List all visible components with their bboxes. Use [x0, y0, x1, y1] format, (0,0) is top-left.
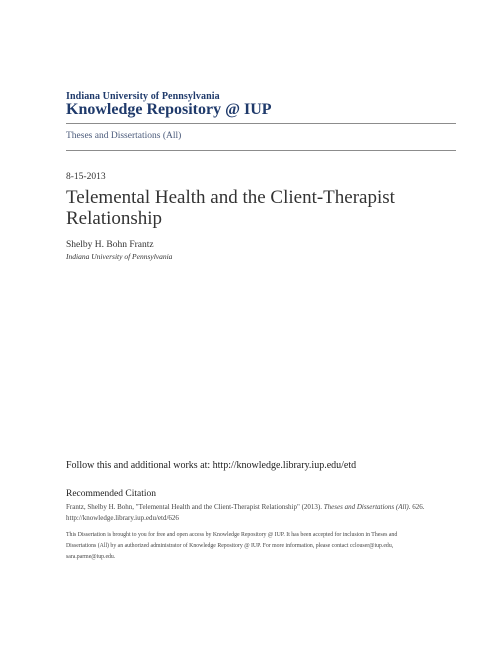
- document-title: [66, 187, 436, 229]
- author-affiliation: Indiana University of Pennsylvania: [66, 252, 173, 261]
- citation-text: [66, 502, 446, 524]
- header-divider: [66, 123, 456, 124]
- citation-journal: Theses and Dissertations (All): [323, 503, 409, 511]
- author-name: Shelby H. Bohn Frantz: [66, 240, 154, 250]
- recommended-citation-heading: Recommended Citation: [66, 489, 156, 499]
- access-statement: [66, 530, 451, 563]
- repository-name[interactable]: Knowledge Repository @ IUP: [66, 101, 272, 118]
- statement-line-1: This Dissertation is brought to you for free and open access by Knowledge Repository @ IUP. It has been accepted for inclusion in Theses and: [66, 532, 398, 538]
- statement-line-2: Dissertations (All) by an authorized administrator of Knowledge Repository @ IUP. For more information, please contact cclouser@iup.edu,: [66, 543, 394, 549]
- collection-divider: [66, 150, 456, 151]
- follow-url-link[interactable]: http://knowledge.library.iup.edu/etd: [212, 460, 357, 471]
- citation-prefix: Frantz, Shelby H. Bohn, "Telemental Health and the Client-Therapist Relationship" (2013).: [66, 503, 324, 511]
- citation-url[interactable]: http://knowledge.library.iup.edu/etd/626: [66, 514, 179, 522]
- statement-line-3: sara.parme@iup.edu.: [66, 554, 116, 560]
- title-line-1: Telemental Health and the Client-Therapist: [66, 187, 395, 208]
- collection-link[interactable]: Theses and Dissertations (All): [66, 131, 182, 141]
- follow-line: [66, 460, 356, 471]
- publication-date: 8-15-2013: [66, 172, 106, 182]
- citation-suffix: . 626.: [408, 503, 425, 511]
- follow-prefix: Follow this and additional works at:: [66, 460, 213, 471]
- title-line-2: Relationship: [66, 208, 163, 229]
- institution-name: Indiana University of Pennsylvania: [66, 91, 220, 102]
